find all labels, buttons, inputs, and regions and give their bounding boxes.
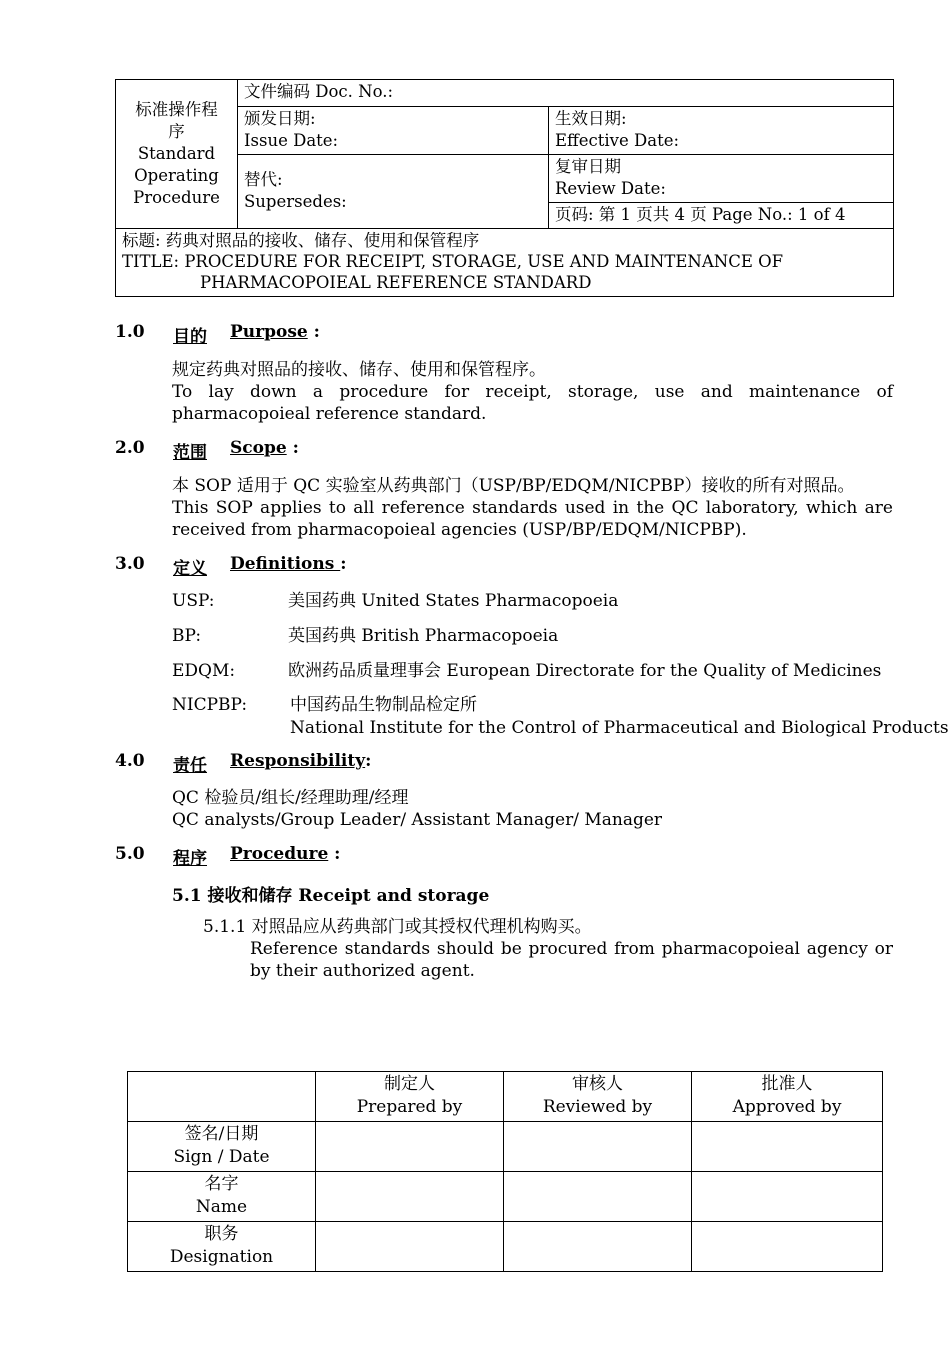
item-5-1-1-zh: 5.1.1 对照品应从药典部门或其授权代理机构购买。: [203, 917, 592, 937]
header-zh: 审核人: [572, 1074, 623, 1094]
designation-field[interactable]: [504, 1222, 692, 1272]
supersedes-cell: [238, 155, 549, 229]
responsibility-en: QC analysts/Group Leader/ Assistant Manager/ Manager: [172, 810, 663, 830]
row-label-cell: [128, 1122, 316, 1172]
section-title-en-text: Scope: [230, 438, 287, 458]
responsibility-zh: QC 检验员/组长/经理助理/经理: [172, 788, 409, 808]
name-field[interactable]: [316, 1172, 504, 1222]
page-no: 页码: 第 1 页共 4 页 Page No.: 1 of 4: [555, 205, 846, 224]
signature-field[interactable]: [692, 1122, 883, 1172]
header-zh: 批准人: [761, 1074, 813, 1094]
section-title-en: [230, 438, 299, 458]
section-title-en-text: Purpose: [230, 322, 308, 342]
designation-field[interactable]: [316, 1222, 504, 1272]
section-colon: :: [328, 844, 341, 864]
signature-field[interactable]: [504, 1122, 692, 1172]
section-number: 2.0: [115, 438, 145, 458]
title-en-line1: TITLE: PROCEDURE FOR RECEIPT, STORAGE, USE AND MAINTENANCE OF: [122, 252, 784, 271]
definition-term: NICPBP:: [172, 695, 248, 715]
section-title-en-text: Responsibility: [230, 751, 366, 771]
section-colon: :: [365, 751, 372, 771]
sop-label-line: Procedure: [133, 188, 220, 207]
issue-date-cell: [238, 107, 549, 155]
purpose-en: To lay down a procedure for receipt, storage, use and maintenance of pharmacopoieal reference standard.: [172, 382, 893, 424]
title-cell: [116, 229, 894, 297]
item-5-1-1-en: Reference standards should be procured from pharmacopoieal agency or by their authorized agent.: [250, 939, 893, 981]
section-number: 4.0: [115, 751, 145, 771]
signature-header-row: [128, 1072, 883, 1122]
sop-label-line: Standard: [137, 144, 216, 163]
name-field[interactable]: [504, 1172, 692, 1222]
row-label-zh: 职务: [204, 1224, 239, 1244]
effective-date-en: Effective Date:: [555, 131, 680, 150]
definition-desc-line2: National Institute for the Control of Pharmaceutical and Biological Products: [290, 718, 949, 738]
sop-label-line: 序: [168, 122, 185, 141]
supersedes-zh: 替代:: [244, 170, 283, 189]
effective-date-cell: [549, 107, 894, 155]
section-title-zh: 责任: [173, 756, 207, 776]
row-label-cell: [128, 1222, 316, 1272]
signature-row: [128, 1122, 883, 1172]
definition-term: EDQM:: [172, 661, 236, 681]
definition-desc: 英国药典 British Pharmacopoeia: [288, 626, 559, 646]
definition-desc: 美国药典 United States Pharmacopoeia: [288, 591, 619, 611]
issue-date-zh: 颁发日期:: [244, 109, 316, 128]
definition-desc: 中国药品生物制品检定所: [290, 695, 477, 715]
section-colon: :: [340, 554, 347, 574]
section-title-en-text: Definitions: [230, 554, 341, 574]
section-1-body: [172, 359, 893, 425]
signature-header-cell: [692, 1072, 883, 1122]
scope-en: This SOP applies to all reference standards used in the QC laboratory, which are received from pharmacopoieal agencies (USP/BP/EDQM/NICPBP).: [172, 498, 893, 540]
section-title-en: [230, 554, 347, 574]
effective-date-zh: 生效日期:: [555, 109, 627, 128]
review-date-cell: [549, 155, 894, 203]
section-2-body: [172, 475, 893, 541]
section-title-en: [230, 322, 320, 342]
designation-field[interactable]: [692, 1222, 883, 1272]
section-number: 3.0: [115, 554, 145, 574]
review-date-zh: 复审日期: [555, 157, 621, 176]
header-zh: 制定人: [384, 1074, 435, 1094]
title-zh: 标题: 药典对照品的接收、储存、使用和保管程序: [122, 231, 480, 250]
section-title-en: [230, 751, 371, 771]
header-en: Reviewed by: [542, 1097, 653, 1117]
header-en: Prepared by: [356, 1097, 463, 1117]
signature-header-cell: [128, 1072, 316, 1122]
section-title-en: [230, 844, 340, 864]
purpose-zh: 规定药典对照品的接收、储存、使用和保管程序。: [172, 360, 546, 380]
signature-row: [128, 1222, 883, 1272]
sop-label-cell: [116, 80, 238, 229]
row-label-en: Sign / Date: [173, 1147, 270, 1167]
review-date-en: Review Date:: [555, 179, 666, 198]
signature-row: [128, 1172, 883, 1222]
item-5-1-1: [203, 916, 893, 982]
signature-header-cell: [316, 1072, 504, 1122]
supersedes-en: Supersedes:: [244, 192, 347, 211]
doc-no-label: 文件编码 Doc. No.:: [244, 82, 394, 101]
row-label-zh: 名字: [204, 1174, 239, 1194]
section-title-zh: 程序: [173, 849, 207, 869]
sop-label-line: Operating: [134, 166, 219, 185]
signature-header-cell: [504, 1072, 692, 1122]
row-label-en: Name: [195, 1197, 248, 1217]
section-title-zh: 目的: [173, 327, 207, 347]
section-4-body: [172, 787, 893, 831]
signature-table: [127, 1071, 883, 1272]
sop-label-line: 标准操作程: [135, 100, 218, 119]
row-label-zh: 签名/日期: [184, 1124, 259, 1144]
section-number: 1.0: [115, 322, 145, 342]
header-en: Approved by: [732, 1097, 842, 1117]
section-number: 5.0: [115, 844, 145, 864]
definition-term: BP:: [172, 626, 202, 646]
section-title-zh: 定义: [173, 559, 207, 579]
section-title-en-text: Procedure: [230, 844, 329, 864]
issue-date-en: Issue Date:: [244, 131, 339, 150]
section-colon: :: [307, 322, 320, 342]
name-field[interactable]: [692, 1172, 883, 1222]
section-title-zh: 范围: [173, 443, 207, 463]
definition-desc: 欧洲药品质量理事会 European Directorate for the Quality of Medicines: [288, 661, 882, 681]
page-no-cell: [549, 203, 894, 229]
definition-term: USP:: [172, 591, 215, 611]
subsection-heading: 5.1 接收和储存 Receipt and storage: [172, 886, 490, 906]
row-label-en: Designation: [169, 1247, 274, 1267]
doc-no-cell: [238, 80, 894, 107]
row-label-cell: [128, 1172, 316, 1222]
section-colon: :: [286, 438, 299, 458]
title-en-line2: PHARMACOPOIEAL REFERENCE STANDARD: [200, 273, 592, 292]
scope-zh: 本 SOP 适用于 QC 实验室从药典部门（USP/BP/EDQM/NICPBP）接收的所有对照品。: [172, 476, 855, 496]
document-header-table: [115, 79, 894, 297]
signature-field[interactable]: [316, 1122, 504, 1172]
